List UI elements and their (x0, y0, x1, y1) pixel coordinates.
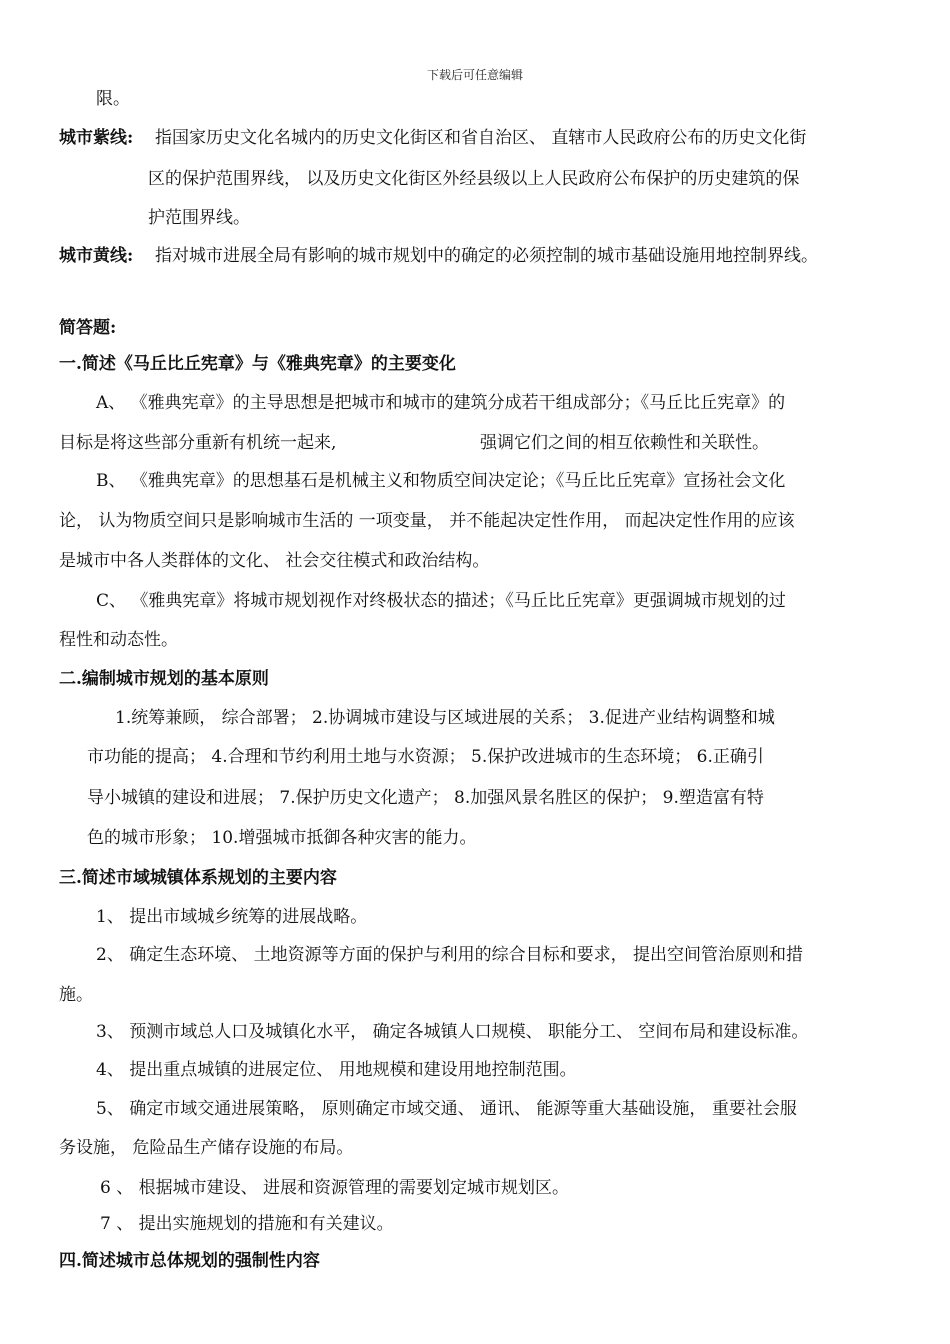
paragraph-line: C、 《雅典宪章》将城市规划视作对终极状态的描述；《马丘比丘宪章》更强调城市规划的过 (96, 591, 786, 611)
page-header: 下载后可任意编辑 (426, 68, 523, 82)
paragraph-line: 1.统筹兼顾， 综合部署； 2.协调城市建设与区域进展的关系； 3.促进产业结构调整和城 (115, 708, 775, 728)
section-heading: 简答题: (59, 318, 117, 338)
term-yellow-line: 城市黄线: (59, 246, 134, 266)
list-item: 7 、 提出实施规划的措施和有关建议。 (100, 1214, 394, 1234)
definition-text: 指对城市进展全局有影响的城市规划中的确定的必须控制的城市基础设施用地控制界线。 (155, 246, 818, 266)
paragraph-line: 程性和动态性。 (59, 630, 178, 650)
question-title: 三.简述市域城镇体系规划的主要内容 (59, 868, 337, 888)
question-title: 四.简述城市总体规划的强制性内容 (59, 1251, 320, 1271)
list-item: 4、 提出重点城镇的进展定位、 用地规模和建设用地控制范围。 (96, 1060, 577, 1080)
definition-text: 指国家历史文化名城内的历史文化街区和省自治区、 直辖市人民政府公布的历史文化街 (155, 128, 807, 148)
paragraph-line: 强调它们之间的相互依赖性和关联性。 (480, 433, 769, 453)
list-item: 1、 提出市域城乡统筹的进展战略。 (96, 907, 368, 927)
definition-text: 护范围界线。 (148, 208, 250, 228)
paragraph-line: 论， 认为物质空间只是影响城市生活的 一项变量， 并不能起决定性作用， 而起决定性作用的应该 (59, 511, 795, 531)
list-item: 施。 (59, 985, 93, 1005)
paragraph-line: 是城市中各人类群体的文化、 社会交往模式和政治结构。 (59, 551, 490, 571)
continued-text: 限。 (96, 89, 130, 109)
list-item: 2、 确定生态环境、 土地资源等方面的保护与利用的综合目标和要求， 提出空间管治原则和措 (96, 945, 804, 965)
term-purple-line: 城市紫线: (59, 128, 134, 148)
paragraph-line: B、 《雅典宪章》的思想基石是机械主义和物质空间决定论；《马丘比丘宪章》宣扬社会文化 (96, 471, 786, 491)
list-item: 3、 预测市域总人口及城镇化水平， 确定各城镇人口规模、 职能分工、 空间布局和建设标准。 (96, 1022, 809, 1042)
paragraph-line: 市功能的提高； 4.合理和节约利用土地与水资源； 5.保护改进城市的生态环境； 6.正确引 (87, 747, 764, 767)
list-item: 5、 确定市域交通进展策略， 原则确定市域交通、 通讯、 能源等重大基础设施， 重要社会服 (96, 1099, 797, 1119)
paragraph-line: 导小城镇的建设和进展； 7.保护历史文化遗产； 8.加强风景名胜区的保护； 9.塑造富有特 (87, 788, 764, 808)
paragraph-line: 色的城市形象； 10.增强城市抵御各种灾害的能力。 (87, 828, 477, 848)
paragraph-line: 目标是将这些部分重新有机统一起来, (59, 433, 337, 453)
question-title: 二.编制城市规划的基本原则 (59, 669, 269, 689)
list-item: 6 、 根据城市建设、 进展和资源管理的需要划定城市规划区。 (100, 1178, 570, 1198)
definition-text: 区的保护范围界线， 以及历史文化街区外经县级以上人民政府公布保护的历史建筑的保 (148, 169, 800, 189)
list-item: 务设施， 危险品生产储存设施的布局。 (59, 1138, 354, 1158)
question-title: 一.简述《马丘比丘宪章》与《雅典宪章》的主要变化 (59, 354, 456, 374)
paragraph-line: A、 《雅典宪章》的主导思想是把城市和城市的建筑分成若干组成部分；《马丘比丘宪章》的 (96, 393, 786, 413)
